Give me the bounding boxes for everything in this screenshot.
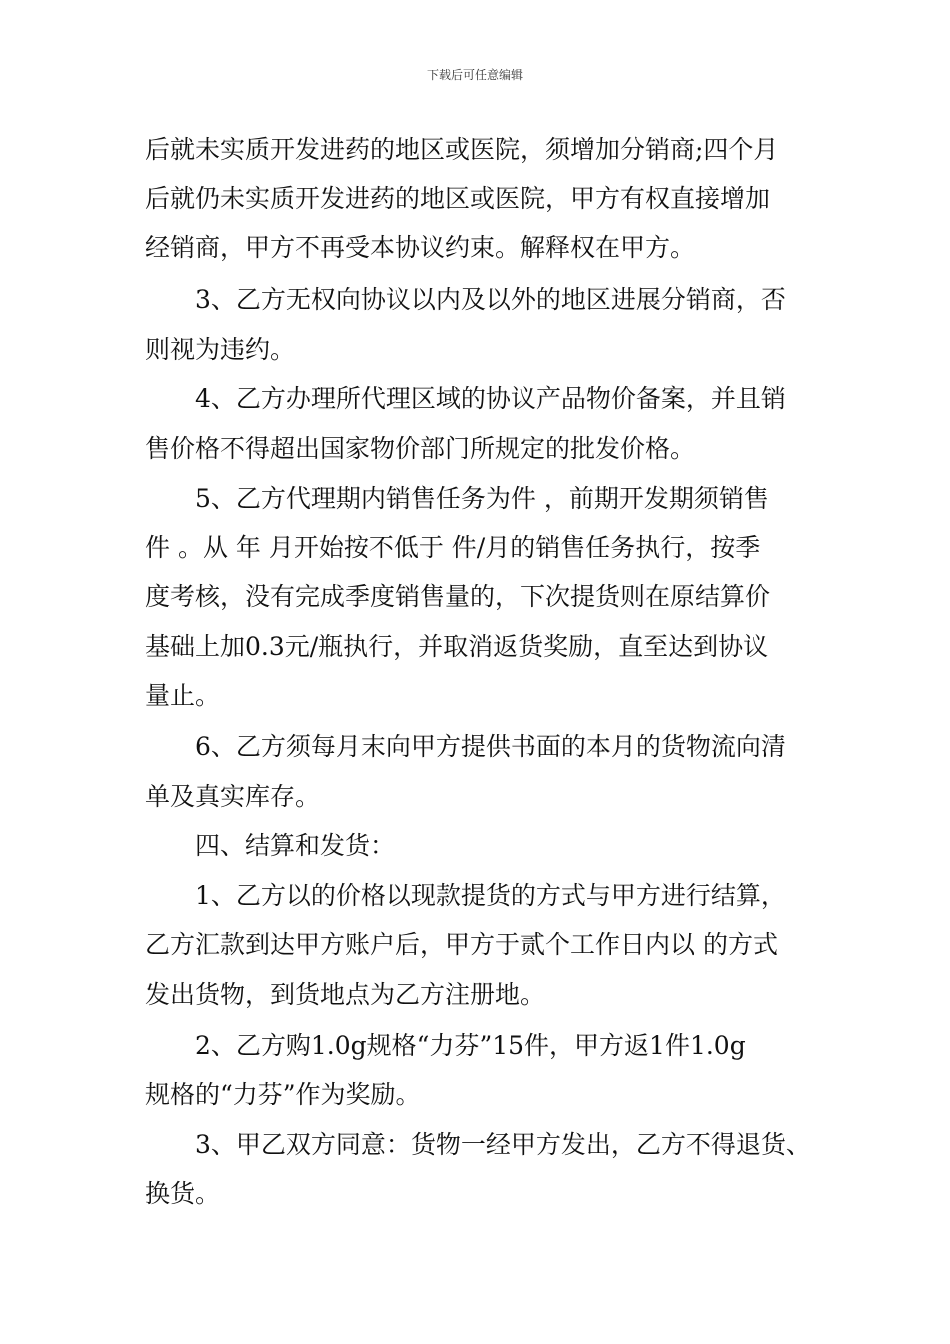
text-line: 经销商，甲方不再受本协议约束。解释权在甲方。: [145, 233, 696, 262]
text-line: 基础上加0.3元/瓶执行，并取消返货奖励，直至达到协议: [145, 632, 769, 661]
text-line: 发出货物，到货地点为乙方注册地。: [145, 980, 546, 1009]
text-line: 规格的“力芬”作为奖励。: [145, 1080, 421, 1109]
text-line: 3、乙方无权向协议以内及以外的地区进展分销商，否: [195, 285, 786, 314]
text-line: 1、乙方以的价格以现款提货的方式与甲方进行结算，: [195, 881, 786, 910]
text-line: 3、甲乙双方同意：货物一经甲方发出，乙方不得退货、: [195, 1130, 811, 1159]
text-line: 4、乙方办理所代理区域的协议产品物价备案，并且销: [195, 384, 786, 413]
text-line: 单及真实库存。: [145, 782, 321, 811]
text-line: 换货。: [145, 1179, 221, 1208]
section-heading: 四、结算和发货：: [195, 831, 396, 860]
page-header: 下载后可任意编辑: [426, 68, 523, 82]
text-line: 件 。从 年 月开始按不低于 件/月的销售任务执行，按季: [145, 533, 761, 562]
text-line: 则视为违约。: [145, 335, 296, 364]
text-line: 度考核，没有完成季度销售量的，下次提货则在原结算价: [145, 582, 771, 611]
text-line: 售价格不得超出国家物价部门所规定的批发价格。: [145, 434, 696, 463]
text-line: 后就仍未实质开发进药的地区或医院，甲方有权直接增加: [145, 184, 771, 213]
text-line: 6、乙方须每月末向甲方提供书面的本月的货物流向清: [195, 732, 786, 761]
text-line: 乙方汇款到达甲方账户后，甲方于贰个工作日内以 的方式: [145, 930, 778, 959]
text-line: 量止。: [145, 681, 221, 710]
text-line: 5、乙方代理期内销售任务为件 ，前期开发期须销售: [195, 484, 769, 513]
text-line: 2、乙方购1.0g规格“力芬”15件，甲方返1件1.0g: [195, 1031, 746, 1060]
text-line: 后就未实质开发进药的地区或医院，须增加分销商;四个月: [145, 135, 779, 164]
